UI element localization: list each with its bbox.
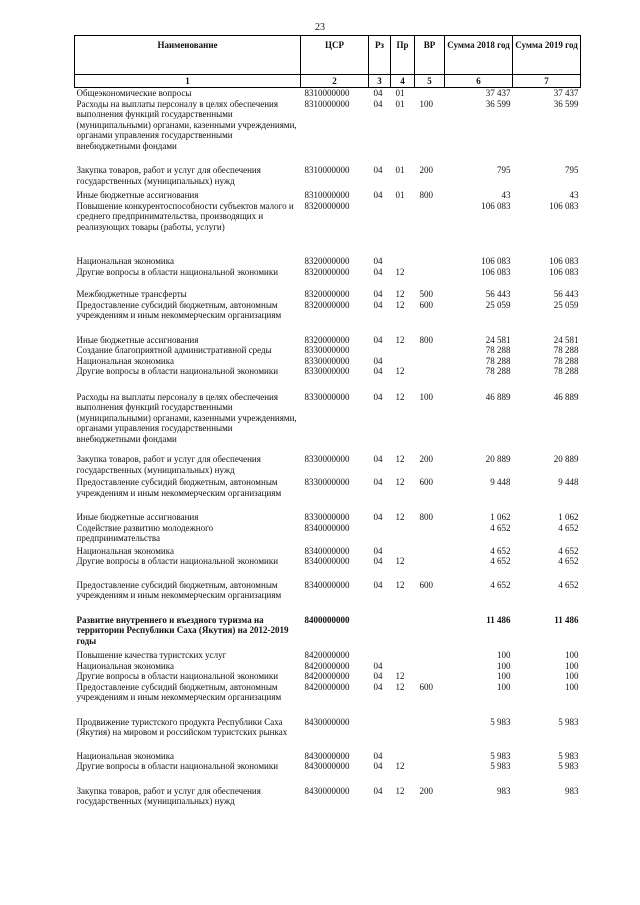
row-name: Повышение конкурентоспособности субъектов малого и среднего предпринимательства, производящих и реализующих товары (работы, услуги)	[76, 200, 294, 232]
row-name: Национальная экономика	[76, 256, 174, 266]
table-row	[75, 267, 581, 290]
row-sum-2019: 78 288	[553, 366, 579, 376]
row-name: Иные бюджетные ассигнования	[76, 512, 199, 522]
row-name: Предоставление субсидий бюджетным, автономным учреждениям и иным некоммерческим организациям	[76, 299, 282, 320]
row-vr	[415, 650, 445, 661]
row-rz	[369, 717, 391, 751]
table-row	[75, 477, 581, 512]
row-sum-2018: 106 083	[481, 266, 511, 277]
row-csr: 8310000000	[304, 98, 350, 109]
row-sum-2018: 46 889	[485, 391, 511, 402]
row-pr: 12	[395, 579, 405, 590]
row-sum-2018: 983	[497, 785, 511, 796]
row-sum-2018: 100	[497, 650, 511, 660]
row-rz: 04	[373, 454, 383, 464]
row-sum-2019: 56 443	[553, 289, 579, 299]
row-csr: 8330000000	[304, 345, 350, 355]
row-csr: 8320000000	[304, 299, 350, 310]
row-vr: 800	[419, 512, 433, 522]
row-rz: 04	[373, 299, 383, 310]
col-number: 4	[391, 75, 415, 88]
row-sum-2018: 25 059	[485, 299, 511, 310]
row-pr: 12	[395, 785, 405, 796]
row-sum-2019: 78 288	[553, 355, 579, 366]
row-name: Другие вопросы в области национальной экономики	[76, 761, 279, 771]
row-csr: 8330000000	[304, 477, 350, 487]
table-row	[75, 682, 581, 717]
col-number: 1	[75, 75, 301, 88]
row-csr: 8320000000	[304, 289, 350, 299]
row-rz: 04	[373, 681, 383, 692]
row-sum-2018: 100	[497, 681, 511, 692]
row-sum-2019: 5 983	[558, 750, 579, 761]
row-pr	[391, 661, 415, 672]
row-rz	[369, 345, 391, 356]
row-vr: 600	[419, 681, 433, 692]
row-name: Предоставление субсидий бюджетным, автономным учреждениям и иным некоммерческим организациям	[76, 681, 282, 702]
row-pr: 01	[395, 88, 405, 98]
row-csr: 8310000000	[304, 165, 350, 175]
row-name: Другие вопросы в области национальной экономики	[76, 366, 279, 376]
row-csr: 8320000000	[304, 334, 350, 345]
row-name: Общеэкономические вопросы	[76, 88, 192, 98]
row-name: Продвижение туристского продукта Республики Саха (Якутия) на мировом и российском туристских рынках	[76, 716, 288, 737]
row-vr	[415, 356, 445, 367]
col-header-vr: ВР	[415, 36, 445, 75]
row-rz	[369, 650, 391, 661]
row-sum-2019: 1 062	[558, 512, 579, 522]
row-csr: 8320000000	[304, 266, 350, 277]
row-pr: 01	[395, 165, 405, 175]
row-sum-2019: 106 083	[549, 200, 579, 211]
table-row	[75, 335, 581, 346]
table-row	[75, 300, 581, 335]
table-row	[75, 392, 581, 455]
row-rz: 04	[373, 512, 383, 522]
row-sum-2018: 24 581	[485, 334, 511, 345]
row-sum-2018: 78 288	[485, 366, 511, 376]
col-header-sum-2018: Сумма 2018 год	[445, 36, 513, 75]
row-sum-2018: 78 288	[485, 345, 511, 355]
row-sum-2019: 25 059	[553, 299, 579, 310]
row-vr	[415, 267, 445, 290]
row-csr: 8420000000	[304, 650, 350, 660]
row-rz: 04	[373, 477, 383, 487]
table-row	[75, 454, 581, 477]
table-row	[75, 190, 581, 201]
row-name: Содействие развитию молодежного предпринимательства	[76, 522, 214, 543]
row-vr	[415, 556, 445, 580]
row-vr: 600	[419, 299, 433, 310]
row-csr: 8330000000	[304, 512, 350, 522]
row-vr: 100	[419, 98, 433, 109]
row-csr: 8320000000	[304, 256, 350, 266]
row-vr: 600	[419, 477, 433, 487]
row-pr	[391, 717, 415, 751]
table-row	[75, 256, 581, 267]
row-name: Предоставление субсидий бюджетным, автономным учреждениям и иным некоммерческим организациям	[76, 477, 282, 498]
row-sum-2018: 5 983	[490, 716, 511, 727]
row-rz: 04	[373, 289, 383, 299]
row-rz: 04	[373, 750, 383, 761]
row-rz: 04	[373, 579, 383, 590]
row-rz	[369, 523, 391, 546]
row-rz: 04	[373, 266, 383, 277]
row-vr: 200	[419, 785, 433, 796]
col-number: 5	[415, 75, 445, 88]
row-vr: 800	[419, 334, 433, 345]
row-vr: 600	[419, 579, 433, 590]
row-name: Другие вопросы в области национальной экономики	[76, 266, 279, 277]
row-name: Национальная экономика	[76, 355, 174, 366]
row-rz: 04	[373, 785, 383, 796]
row-sum-2019: 4 652	[558, 579, 579, 590]
row-sum-2018: 20 889	[485, 454, 511, 464]
row-pr	[391, 356, 415, 367]
table-row	[75, 201, 581, 257]
row-name: Расходы на выплаты персоналу в целях обеспечения выполнения функций государственными (муниципальными) органами, казенными учреждениями, органами управления государственными внебюджетными фондами	[76, 98, 297, 151]
row-rz: 04	[373, 165, 383, 175]
table-row	[75, 751, 581, 762]
table-row	[75, 556, 581, 580]
row-sum-2018: 1 062	[490, 512, 511, 522]
table-row	[75, 366, 581, 392]
row-vr: 200	[419, 165, 433, 175]
row-sum-2019: 100	[565, 650, 579, 660]
row-pr: 12	[395, 366, 405, 376]
row-sum-2018: 4 652	[490, 522, 511, 533]
row-vr	[415, 523, 445, 546]
table-row	[75, 99, 581, 166]
row-csr: 8430000000	[304, 716, 350, 727]
row-sum-2018: 795	[497, 165, 511, 175]
row-csr: 8330000000	[304, 391, 350, 402]
row-pr: 01	[395, 98, 405, 109]
col-number: 2	[301, 75, 369, 88]
row-sum-2018: 11 486	[486, 614, 511, 625]
row-sum-2019: 100	[565, 671, 579, 681]
row-csr: 8420000000	[304, 681, 350, 692]
row-vr	[415, 88, 445, 99]
row-rz: 04	[373, 545, 383, 556]
table-row	[75, 546, 581, 557]
row-vr: 100	[419, 391, 433, 402]
row-name: Иные бюджетные ассигнования	[76, 190, 199, 200]
row-pr: 12	[395, 391, 405, 402]
row-rz: 04	[373, 98, 383, 109]
row-sum-2018: 9 448	[490, 477, 511, 487]
row-pr	[391, 546, 415, 557]
row-pr	[391, 201, 415, 257]
row-csr: 8340000000	[304, 556, 350, 566]
row-sum-2019: 24 581	[553, 334, 579, 345]
row-pr	[391, 751, 415, 762]
col-header-pr: Пр	[391, 36, 415, 75]
row-name: Закупка товаров, работ и услуг для обеспечения государственных (муниципальных) нужд	[76, 454, 261, 475]
row-sum-2018: 56 443	[485, 289, 511, 299]
row-pr: 12	[395, 671, 405, 681]
table-row	[75, 289, 581, 300]
row-vr: 800	[419, 190, 433, 200]
row-name: Иные бюджетные ассигнования	[76, 334, 199, 345]
row-sum-2018: 5 983	[490, 761, 511, 771]
row-vr	[415, 546, 445, 557]
row-pr	[391, 256, 415, 267]
row-sum-2018: 4 652	[490, 556, 511, 566]
row-rz	[369, 201, 391, 257]
row-sum-2019: 106 083	[549, 256, 579, 266]
col-header-name: Наименование	[75, 36, 301, 75]
row-vr	[415, 717, 445, 751]
budget-table	[74, 35, 581, 807]
page-number: 23	[315, 22, 325, 33]
table-body	[75, 88, 581, 807]
row-name: Другие вопросы в области национальной экономики	[76, 556, 279, 566]
row-csr: 8310000000	[304, 190, 350, 200]
row-rz	[369, 615, 391, 651]
row-pr	[391, 615, 415, 651]
row-rz: 04	[373, 671, 383, 681]
row-sum-2018: 106 083	[481, 256, 511, 266]
row-rz: 04	[373, 761, 383, 771]
row-csr: 8430000000	[304, 761, 350, 771]
row-name: Повышение качества туристских услуг	[76, 650, 227, 660]
row-pr: 12	[395, 477, 405, 487]
row-sum-2018: 4 652	[490, 579, 511, 590]
col-header-sum-2019: Сумма 2019 год	[513, 36, 581, 75]
row-vr	[415, 615, 445, 651]
row-name: Развитие внутреннего и въездного туризма на территории Республики Саха (Якутия) на 2012-2019 годы	[76, 614, 289, 646]
row-csr: 8430000000	[304, 750, 350, 761]
table-row	[75, 345, 581, 356]
col-header-csr: ЦСР	[301, 36, 369, 75]
row-csr: 8340000000	[304, 545, 350, 556]
row-name: Национальная экономика	[76, 545, 174, 556]
row-rz: 04	[373, 190, 383, 200]
row-vr: 500	[419, 289, 433, 299]
row-csr: 8420000000	[304, 671, 350, 681]
row-sum-2018: 36 599	[485, 98, 511, 109]
row-vr	[415, 201, 445, 257]
row-name: Другие вопросы в области национальной экономики	[76, 671, 279, 681]
row-csr: 8340000000	[304, 579, 350, 590]
row-sum-2018: 43	[501, 190, 511, 200]
row-rz: 04	[373, 556, 383, 566]
row-csr: 8430000000	[304, 785, 350, 796]
row-sum-2019: 20 889	[553, 454, 579, 464]
row-vr	[415, 761, 445, 786]
table-row	[75, 356, 581, 367]
table-row	[75, 88, 581, 99]
row-sum-2018: 37 437	[485, 88, 511, 98]
row-csr: 8330000000	[304, 366, 350, 376]
row-name: Закупка товаров, работ и услуг для обеспечения государственных (муниципальных) нужд	[76, 165, 261, 186]
table-row	[75, 512, 581, 523]
row-sum-2019: 100	[565, 681, 579, 692]
table-row	[75, 523, 581, 546]
row-pr: 12	[395, 289, 405, 299]
row-sum-2018: 5 983	[490, 750, 511, 761]
row-sum-2019: 37 437	[553, 88, 579, 98]
col-number: 3	[369, 75, 391, 88]
row-name: Закупка товаров, работ и услуг для обеспечения государственных (муниципальных) нужд	[76, 785, 261, 806]
table-row	[75, 650, 581, 661]
row-sum-2019: 46 889	[553, 391, 579, 402]
row-sum-2019: 5 983	[558, 716, 579, 727]
row-sum-2019: 4 652	[558, 545, 579, 556]
row-sum-2019: 983	[565, 785, 579, 796]
row-pr	[391, 523, 415, 546]
col-number: 7	[513, 75, 581, 88]
row-sum-2019: 36 599	[553, 98, 579, 109]
row-sum-2019: 78 288	[553, 345, 579, 355]
row-sum-2019: 9 448	[558, 477, 579, 487]
col-number: 6	[445, 75, 513, 88]
row-vr: 200	[419, 454, 433, 464]
row-rz: 04	[373, 256, 383, 266]
row-sum-2018: 106 083	[481, 200, 511, 211]
row-name: Национальная экономика	[76, 750, 174, 761]
row-rz: 04	[373, 88, 383, 98]
row-csr: 8310000000	[304, 88, 350, 98]
row-vr	[415, 751, 445, 762]
table-row	[75, 761, 581, 786]
row-rz: 04	[373, 355, 383, 366]
row-vr	[415, 345, 445, 356]
row-name: Национальная экономика	[76, 660, 174, 671]
row-rz: 04	[373, 334, 383, 345]
table-row	[75, 580, 581, 615]
row-name: Предоставление субсидий бюджетным, автономным учреждениям и иным некоммерческим организациям	[76, 579, 282, 600]
row-rz: 04	[373, 660, 383, 671]
table-row	[75, 717, 581, 751]
row-rz: 04	[373, 366, 383, 376]
row-name: Межбюджетные трансферты	[76, 289, 187, 299]
col-header-rz: Рз	[369, 36, 391, 75]
row-sum-2019: 100	[565, 660, 579, 671]
row-csr: 8330000000	[304, 454, 350, 464]
table-row	[75, 671, 581, 682]
row-sum-2018: 4 652	[490, 545, 511, 556]
row-sum-2018: 100	[497, 671, 511, 681]
table-row	[75, 661, 581, 672]
row-vr	[415, 256, 445, 267]
row-vr	[415, 661, 445, 672]
row-pr: 12	[395, 334, 405, 345]
row-sum-2019: 4 652	[558, 522, 579, 533]
row-vr	[415, 366, 445, 392]
row-sum-2018: 100	[497, 660, 511, 671]
row-pr: 12	[395, 266, 405, 277]
row-pr: 12	[395, 761, 405, 771]
row-pr: 12	[395, 299, 405, 310]
table-row	[75, 786, 581, 807]
row-pr: 12	[395, 512, 405, 522]
table-row	[75, 165, 581, 190]
table-header	[75, 36, 581, 88]
row-sum-2019: 106 083	[549, 266, 579, 277]
row-pr	[391, 650, 415, 661]
row-name: Расходы на выплаты персоналу в целях обеспечения выполнения функций государственными (муниципальными) органами, казенными учреждениями, органами управления государственными внебюджетными фондами	[76, 391, 297, 444]
row-pr: 12	[395, 454, 405, 464]
row-pr: 12	[395, 556, 405, 566]
row-sum-2019: 5 983	[558, 761, 579, 771]
row-pr: 01	[395, 190, 405, 200]
row-sum-2019: 43	[569, 190, 579, 200]
row-sum-2019: 795	[565, 165, 579, 175]
table-row	[75, 615, 581, 651]
row-rz: 04	[373, 391, 383, 402]
row-pr: 12	[395, 681, 405, 692]
row-csr: 8340000000	[304, 522, 350, 533]
row-sum-2019: 4 652	[558, 556, 579, 566]
row-csr: 8420000000	[304, 660, 350, 671]
row-csr: 8330000000	[304, 355, 350, 366]
row-pr	[391, 345, 415, 356]
row-vr	[415, 671, 445, 682]
row-sum-2019: 11 486	[554, 614, 579, 625]
row-csr: 8320000000	[304, 200, 350, 211]
row-name: Создание благоприятной административной среды	[76, 345, 272, 355]
row-sum-2018: 78 288	[485, 355, 511, 366]
row-csr: 8400000000	[304, 614, 350, 625]
